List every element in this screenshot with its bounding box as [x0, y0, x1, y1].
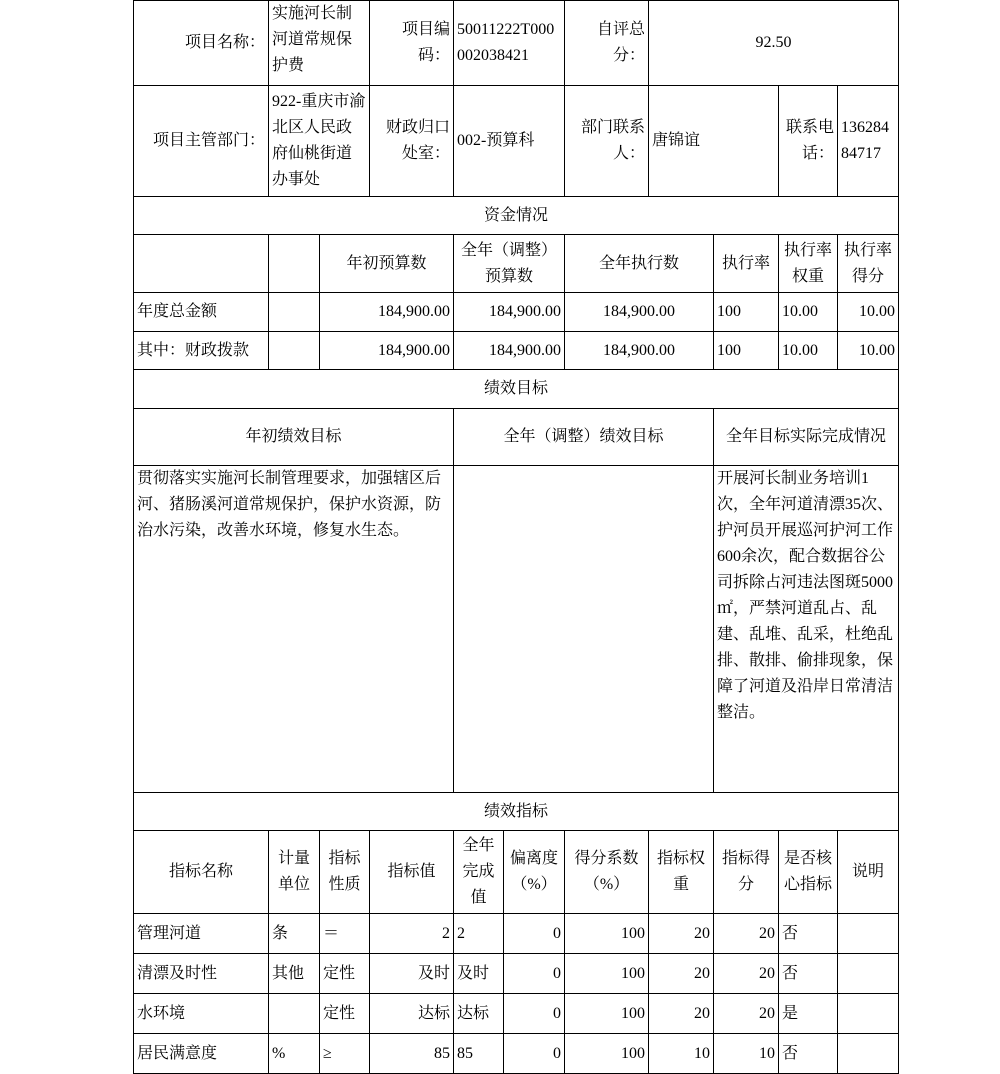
project-code: 50011222T000002038421	[454, 1, 565, 86]
indicator-header: 全年完成值	[454, 831, 504, 914]
funding-header: 年初预算数	[320, 235, 454, 293]
indicator-cell: ≥	[320, 1034, 370, 1074]
indicator-cell: 0	[504, 1034, 565, 1074]
indicator-cell: 20	[649, 914, 714, 954]
indicator-cell: 居民满意度	[134, 1034, 269, 1074]
indicators-title: 绩效指标	[134, 793, 899, 831]
indicator-header: 是否核心指标	[779, 831, 838, 914]
performance-evaluation-table	[133, 0, 899, 1074]
actual-completion: 开展河长制业务培训1次，全年河道清漂35次、护河员开展巡河护河工作600余次，配合数据谷公司拆除占河违法图斑5000㎡，严禁河道乱占、乱建、乱堆、乱采，杜绝乱排、散排、偷排现象，保障了河道及沿岸日常清洁整洁。	[714, 466, 899, 793]
indicator-cell: 0	[504, 954, 565, 994]
funding-row-label: 其中：财政拨款	[134, 332, 269, 370]
indicator-cell: 否	[779, 1034, 838, 1074]
indicator-cell: 85	[370, 1034, 454, 1074]
funding-row-label: 年度总金额	[134, 293, 269, 332]
phone-label: 联系电话：	[779, 86, 838, 197]
indicator-cell: 条	[269, 914, 320, 954]
indicator-cell: 20	[649, 994, 714, 1034]
funding-cell: 10.00	[838, 293, 899, 332]
self-score: 92.50	[649, 1, 899, 86]
indicator-cell: 100	[565, 914, 649, 954]
contact-label: 部门联系人：	[565, 86, 649, 197]
project-code-label: 项目编码：	[370, 1, 454, 86]
office: 002-预算科	[454, 86, 565, 197]
indicator-cell: ＝	[320, 914, 370, 954]
phone: 13628484717	[838, 86, 899, 197]
funding-header: 全年执行数	[565, 235, 714, 293]
funding-header: 执行率权重	[779, 235, 838, 293]
funding-cell: 184,900.00	[320, 332, 454, 370]
indicator-header: 计量单位	[269, 831, 320, 914]
indicator-cell: 其他	[269, 954, 320, 994]
indicator-cell	[838, 954, 899, 994]
goals-title: 绩效目标	[134, 370, 899, 409]
indicator-cell: 2	[370, 914, 454, 954]
indicator-cell: 2	[454, 914, 504, 954]
indicator-cell: 达标	[370, 994, 454, 1034]
project-name: 实施河长制河道常规保护费	[269, 1, 370, 86]
office-label: 财政归口处室：	[370, 86, 454, 197]
initial-goal: 贯彻落实实施河长制管理要求，加强辖区后河、猪肠溪河道常规保护，保护水资源，防治水污染，改善水环境，修复水生态。	[134, 466, 454, 793]
project-name-label: 项目名称：	[134, 1, 269, 86]
indicator-cell: 20	[714, 954, 779, 994]
funding-header: 执行率得分	[838, 235, 899, 293]
indicator-cell: 100	[565, 1034, 649, 1074]
indicator-row	[134, 1034, 899, 1074]
funding-cell: 10.00	[838, 332, 899, 370]
funding-row	[134, 293, 899, 332]
funding-cell: 100	[714, 293, 779, 332]
funding-cell: 184,900.00	[565, 293, 714, 332]
dept-label: 项目主管部门：	[134, 86, 269, 197]
indicator-cell: 定性	[320, 994, 370, 1034]
funding-header: 全年（调整）预算数	[454, 235, 565, 293]
self-score-label: 自评总分：	[565, 1, 649, 86]
indicator-cell	[838, 1034, 899, 1074]
funding-cell: 10.00	[779, 332, 838, 370]
goals-header: 全年（调整）绩效目标	[454, 409, 714, 466]
indicator-cell: 0	[504, 994, 565, 1034]
indicator-cell: 否	[779, 954, 838, 994]
funding-blank	[269, 293, 320, 332]
contact: 唐锦谊	[649, 86, 779, 197]
funding-cell: 184,900.00	[454, 293, 565, 332]
indicator-row	[134, 914, 899, 954]
indicator-cell: 10	[714, 1034, 779, 1074]
funding-cell: 184,900.00	[565, 332, 714, 370]
indicator-cell: 20	[714, 994, 779, 1034]
funding-blank	[269, 332, 320, 370]
dept: 922-重庆市渝北区人民政府仙桃街道办事处	[269, 86, 370, 197]
indicator-header: 指标性质	[320, 831, 370, 914]
indicator-header: 得分系数（%）	[565, 831, 649, 914]
indicator-cell: 85	[454, 1034, 504, 1074]
funding-cell: 184,900.00	[454, 332, 565, 370]
funding-row	[134, 332, 899, 370]
indicator-cell: 20	[649, 954, 714, 994]
indicator-cell: 0	[504, 914, 565, 954]
indicator-cell: 是	[779, 994, 838, 1034]
indicator-cell: 及时	[370, 954, 454, 994]
indicator-row	[134, 954, 899, 994]
indicator-cell: 否	[779, 914, 838, 954]
indicator-row	[134, 994, 899, 1034]
indicator-cell: 定性	[320, 954, 370, 994]
indicator-cell	[269, 994, 320, 1034]
indicator-header: 指标得分	[714, 831, 779, 914]
indicator-cell	[838, 994, 899, 1034]
indicator-cell: 10	[649, 1034, 714, 1074]
goals-header: 全年目标实际完成情况	[714, 409, 899, 466]
funding-cell: 100	[714, 332, 779, 370]
indicator-cell: 100	[565, 954, 649, 994]
adjusted-goal	[454, 466, 714, 793]
indicator-cell: 水环境	[134, 994, 269, 1034]
indicator-header: 指标权重	[649, 831, 714, 914]
funding-header-blank	[134, 235, 269, 293]
funding-title: 资金情况	[134, 197, 899, 235]
goals-header: 年初绩效目标	[134, 409, 454, 466]
indicator-cell: 达标	[454, 994, 504, 1034]
indicator-cell: 100	[565, 994, 649, 1034]
indicator-header: 指标名称	[134, 831, 269, 914]
indicator-cell: 清漂及时性	[134, 954, 269, 994]
funding-header: 执行率	[714, 235, 779, 293]
indicator-cell: 管理河道	[134, 914, 269, 954]
funding-header-blank	[269, 235, 320, 293]
indicator-header: 偏离度（%）	[504, 831, 565, 914]
indicator-cell: 及时	[454, 954, 504, 994]
indicator-header: 说明	[838, 831, 899, 914]
indicator-cell	[838, 914, 899, 954]
indicator-cell: %	[269, 1034, 320, 1074]
funding-cell: 184,900.00	[320, 293, 454, 332]
indicator-header: 指标值	[370, 831, 454, 914]
funding-cell: 10.00	[779, 293, 838, 332]
indicator-cell: 20	[714, 914, 779, 954]
